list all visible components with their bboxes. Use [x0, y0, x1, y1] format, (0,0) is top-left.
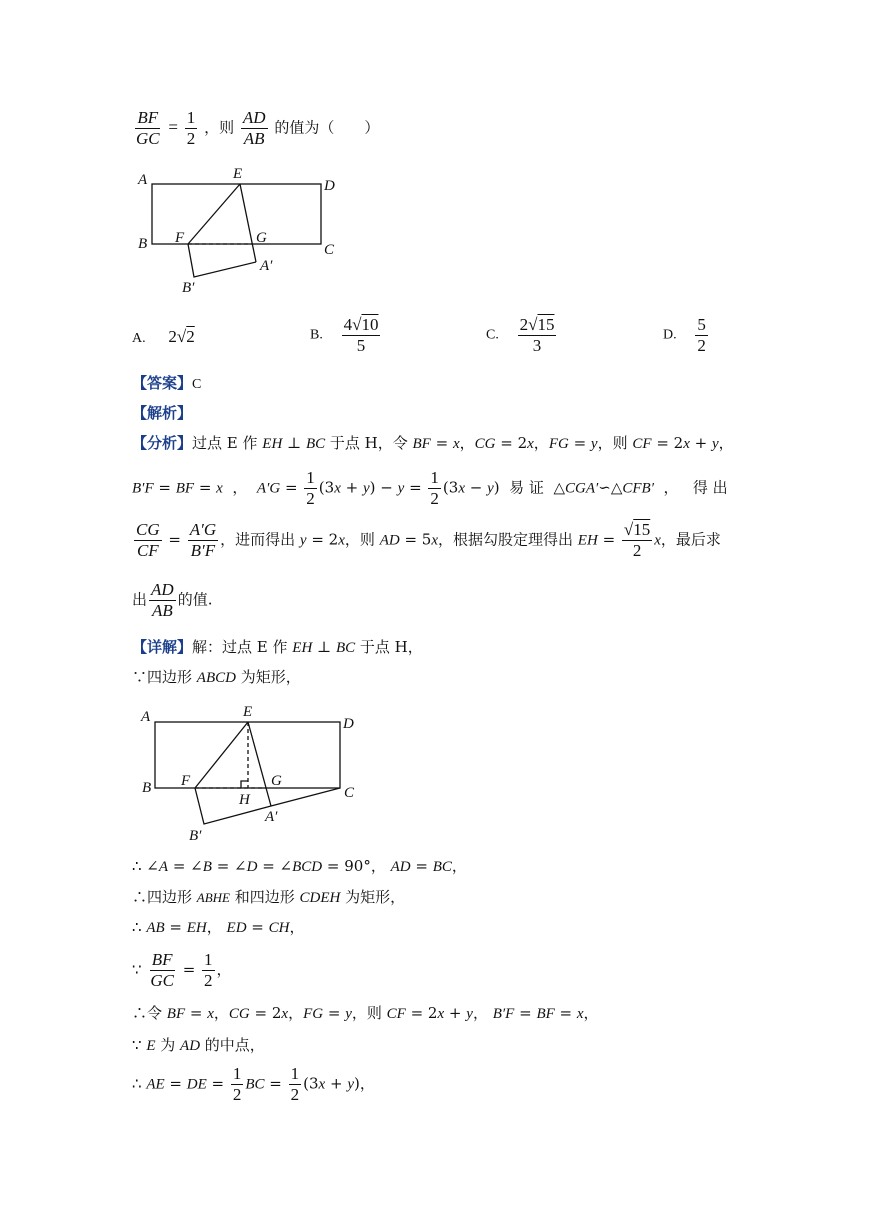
label-d: D: [324, 178, 335, 194]
label-a-prime-2: A′: [265, 809, 278, 825]
label-c: C: [324, 242, 335, 258]
segment-ef: [188, 184, 240, 244]
label-f: F: [175, 230, 185, 246]
label-b: B: [138, 236, 148, 252]
label-c-2: C: [344, 785, 355, 801]
figure-1: [130, 162, 350, 302]
analysis-tag: 【解析】: [132, 404, 193, 422]
figure-2: [135, 697, 375, 847]
option-b[interactable]: B. $\frac{4√10}{5}$: [310, 315, 379, 355]
label-g: G: [256, 230, 267, 246]
label-a: A: [138, 172, 148, 188]
label-a-prime: A′: [260, 258, 273, 274]
stem-tail: 的值为（ ）: [274, 118, 380, 137]
fenxi-line-2: B′F = BF = x ， A′G = $\frac{1}{2}$ (3x + y) − y = $\frac{1}{2}$ (3x − y) 易 证 △CGA′∽△CFB′ ， 得 出: [132, 468, 728, 508]
folded-quad: [188, 244, 256, 277]
label-b-prime: B′: [182, 280, 195, 296]
label-a-2: A: [141, 709, 151, 725]
step-6: ∵ E 为 AD 的中点，: [132, 1036, 265, 1054]
label-g-2: G: [271, 773, 282, 789]
label-e: E: [233, 166, 243, 182]
fenxi-line-1: 【分析】过点 E 作 EH ⊥ BC 于点 H，令 BF = x，CG = 2x，FG = y，则 CF = 2x + y，: [132, 434, 734, 452]
question-stem: $\frac{BF}{GC}$ = $\frac{1}{2}$ ，则 $\frac{AD}{AB}$ 的值为（ ）: [136, 108, 380, 148]
segment-eg-2: [248, 722, 271, 806]
xiangjie-line-1: 【详解】解：过点 E 作 EH ⊥ BC 于点 H，: [132, 638, 423, 656]
stem-text: ，则: [204, 118, 235, 137]
label-h-2: H: [239, 792, 250, 808]
step-1: ∴ ∠A = ∠B = ∠D = ∠BCD = 90°， AD = BC，: [132, 857, 467, 875]
label-e-2: E: [243, 704, 253, 720]
step-4: ∵ $\frac{BF}{GC}$ = $\frac{1}{2}$ ，: [132, 950, 232, 990]
step-7: ∴ AE = DE = $\frac{1}{2}$ BC = $\frac{1}{2}$ (3x + y)，: [132, 1064, 375, 1104]
fraction-ad-ab: $\frac{AD}{AB}$: [242, 108, 266, 148]
fraction-bf-gc: $\frac{BF}{GC}$: [136, 108, 160, 148]
label-b-prime-2: B′: [189, 828, 202, 844]
label-f-2: F: [181, 773, 191, 789]
right-angle-mark: [241, 781, 248, 788]
option-d[interactable]: D. $\frac{5}{2}$: [663, 315, 706, 355]
option-a[interactable]: A. 2√2: [132, 327, 195, 346]
segment-eg: [240, 184, 256, 262]
step-3: ∴ AB = EH， ED = CH，: [132, 918, 305, 936]
fenxi-line-4: 出 $\frac{AD}{AB}$ 的值.: [132, 580, 213, 620]
answer-line: 【答案】C: [132, 374, 202, 392]
option-c[interactable]: C. $\frac{2√15}{3}$: [486, 315, 555, 355]
label-b-2: B: [142, 780, 152, 796]
label-d-2: D: [343, 716, 354, 732]
fenxi-line-3: $\frac{CG}{CF}$ = $\frac{A'G}{B'F}$ ，进而得出 y = 2x，则 AD = 5x，根据勾股定理得出 EH = $\frac{√15}{2}$ x，最后求: [136, 520, 721, 560]
step-5: ∴令 BF = x，CG = 2x，FG = y，则 CF = 2x + y， B′F = BF = x，: [132, 1004, 599, 1022]
xiangjie-line-2: ∵四边形 ABCD 为矩形，: [132, 668, 301, 686]
step-2: ∴四边形 ABHE 和四边形 CDEH 为矩形，: [132, 888, 406, 906]
segment-ef-2: [195, 722, 248, 788]
fraction-one-half: $\frac{1}{2}$: [186, 108, 196, 148]
